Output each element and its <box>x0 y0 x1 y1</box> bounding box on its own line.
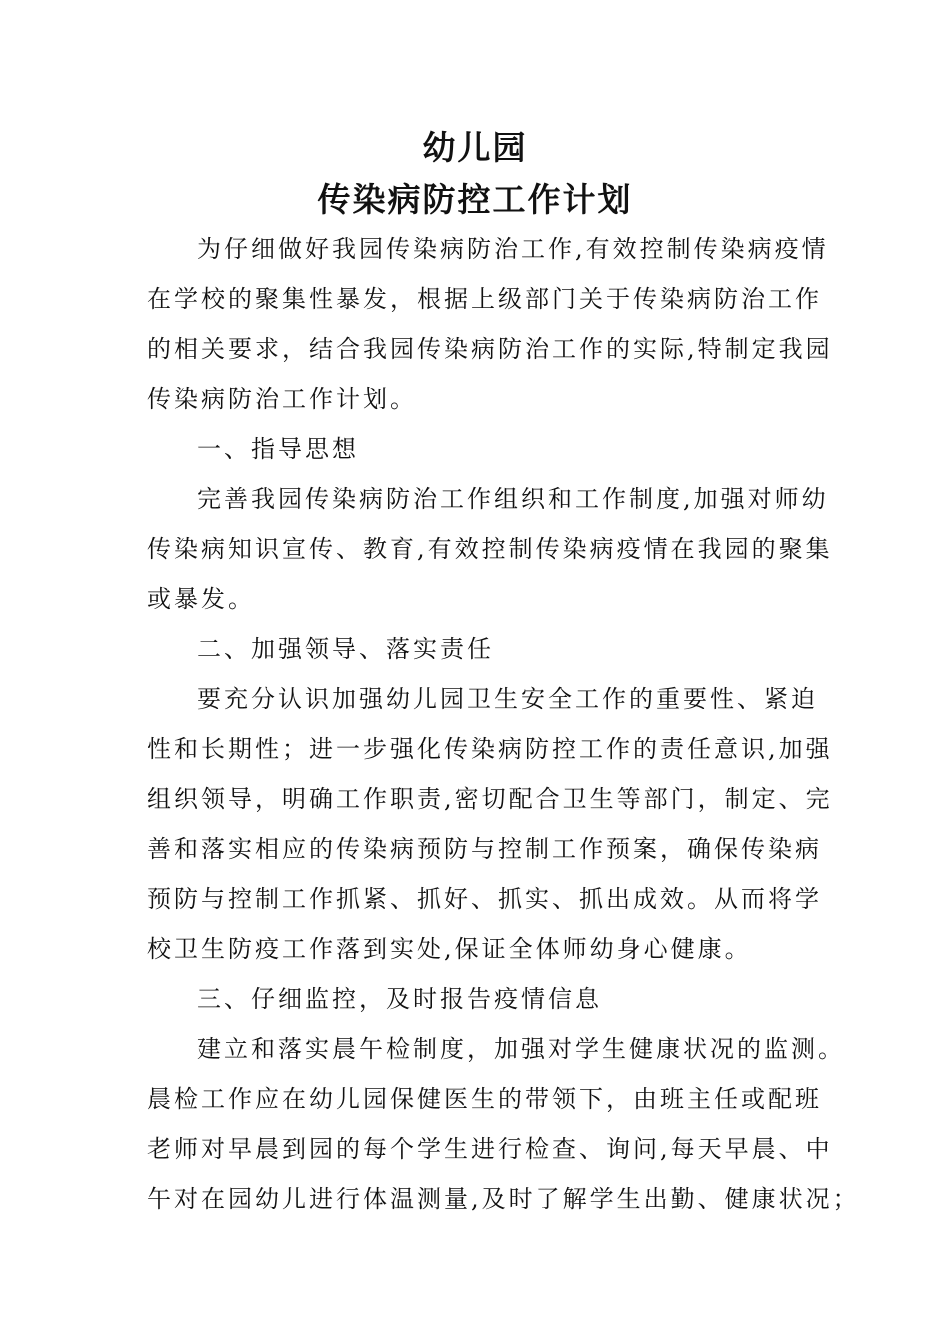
paragraph-line: 要充分认识加强幼儿园卫生安全工作的重要性、紧迫 <box>197 685 818 713</box>
paragraph-line: 组织领导，明确工作职责,密切配合卫生等部门，制定、完 <box>147 785 833 813</box>
paragraph-line: 善和落实相应的传染病预防与控制工作预案，确保传染病 <box>147 835 822 863</box>
paragraph-line: 性和长期性；进一步强化传染病防控工作的责任意识,加强 <box>147 735 833 763</box>
paragraph-line: 校卫生防疫工作落到实处,保证全体师幼身心健康。 <box>147 935 752 963</box>
paragraph-line: 或暴发。 <box>147 585 255 613</box>
paragraph-line: 午对在园幼儿进行体温测量,及时了解学生出勤、健康状况； <box>147 1185 860 1213</box>
paragraph-line: 为仔细做好我园传染病防治工作,有效控制传染病疫情 <box>197 235 829 263</box>
paragraph-line: 完善我园传染病防治工作组织和工作制度,加强对师幼 <box>197 485 829 513</box>
section-heading: 一、指导思想 <box>197 435 359 463</box>
section-heading: 三、仔细监控，及时报告疫情信息 <box>197 985 602 1013</box>
paragraph-line: 预防与控制工作抓紧、抓好、抓实、抓出成效。从而将学 <box>147 885 822 913</box>
paragraph-line: 的相关要求，结合我园传染病防治工作的实际,特制定我园 <box>147 335 833 363</box>
paragraph-line: 传染病防治工作计划。 <box>147 385 417 413</box>
paragraph-line: 老师对早晨到园的每个学生进行检查、询问,每天早晨、中 <box>147 1135 833 1163</box>
paragraph-line: 建立和落实晨午检制度，加强对学生健康状况的监测。 <box>197 1035 845 1063</box>
paragraph-line: 在学校的聚集性暴发，根据上级部门关于传染病防治工作 <box>147 285 822 313</box>
paragraph-line: 晨检工作应在幼儿园保健医生的带领下，由班主任或配班 <box>147 1085 822 1113</box>
section-heading: 二、加强领导、落实责任 <box>197 635 494 663</box>
document-title-line1: 幼儿园 <box>422 128 528 167</box>
paragraph-line: 传染病知识宣传、教育,有效控制传染病疫情在我园的聚集 <box>147 535 833 563</box>
document-title-line2: 传染病防控工作计划 <box>317 180 633 219</box>
